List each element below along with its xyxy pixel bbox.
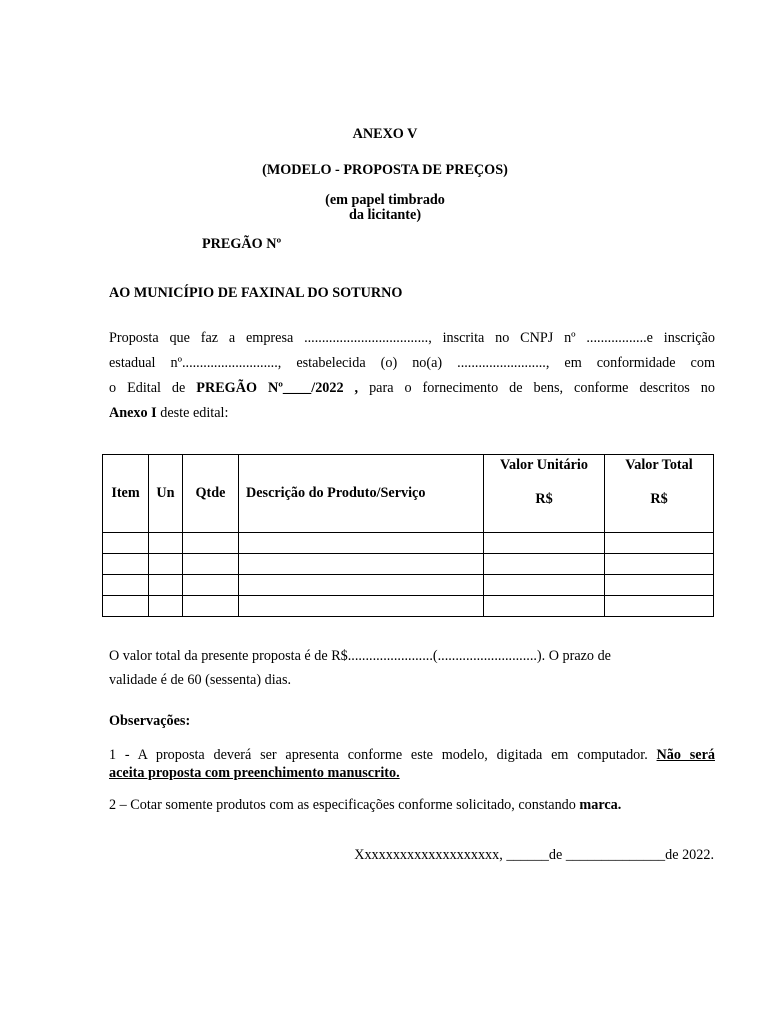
- cell-item: [103, 596, 149, 617]
- cell-description: [239, 554, 484, 575]
- cell-un: [149, 575, 183, 596]
- header-unit-value-label: Valor Unitário: [500, 457, 588, 473]
- cell-un: [149, 596, 183, 617]
- header-unit-value-currency: R$: [535, 491, 553, 507]
- cell-unit-value: [484, 596, 605, 617]
- cell-description: [239, 575, 484, 596]
- header-unit-value: [484, 455, 605, 533]
- cell-qtde: [183, 596, 239, 617]
- letterhead-note-line1: (em papel timbrado: [325, 192, 445, 208]
- observation-1-text: 1 - A proposta deverá ser apresenta conforme este modelo, digitada em computador.: [109, 747, 657, 763]
- intro-line-1: Proposta que faz a empresa ..................................., inscrita no CNPJ nº .................e inscrição: [109, 330, 715, 346]
- cell-item: [103, 575, 149, 596]
- letterhead-note: [0, 193, 770, 223]
- pregao-reference: PREGÃO Nº____/2022 ,: [196, 380, 359, 396]
- header-un: Un: [149, 455, 183, 533]
- cell-un: [149, 554, 183, 575]
- annex-reference: Anexo I: [109, 405, 157, 421]
- table-row: [103, 596, 714, 617]
- intro-line-2: estadual nº..........................., estabelecida (o) no(a) ........................., em conformidade com: [109, 355, 715, 371]
- header-qtde: Qtde: [183, 455, 239, 533]
- header-total-value: [605, 455, 714, 533]
- cell-unit-value: [484, 575, 605, 596]
- cell-total-value: [605, 575, 714, 596]
- observation-2: [109, 797, 621, 814]
- cell-unit-value: [484, 533, 605, 554]
- header-total-value-label: Valor Total: [625, 457, 693, 473]
- cell-total-value: [605, 554, 714, 575]
- observations-title: Observações:: [109, 713, 191, 729]
- observation-2-text: 2 – Cotar somente produtos com as especificações conforme solicitado, constando: [109, 797, 580, 813]
- header-total-value-currency: R$: [650, 491, 668, 507]
- total-value-line-1: O valor total da presente proposta é de R$........................(............................). O prazo de: [109, 648, 611, 664]
- observation-2-emphasis: marca.: [579, 797, 622, 813]
- header-description: Descrição do Produto/Serviço: [239, 455, 484, 533]
- observation-1-emphasis-b: aceita proposta com preenchimento manuscrito.: [109, 765, 400, 781]
- intro-line-4-post: deste edital:: [156, 405, 229, 421]
- total-value-line-2: validade é de 60 (sessenta) dias.: [109, 672, 292, 688]
- cell-qtde: [183, 575, 239, 596]
- recipient: AO MUNICÍPIO DE FAXINAL DO SOTURNO: [109, 285, 403, 301]
- cell-item: [103, 554, 149, 575]
- table-row: [103, 533, 714, 554]
- intro-line-3-pre: o Edital de: [109, 380, 197, 396]
- place-date-line: Xxxxxxxxxxxxxxxxxxxx, ______de ______________de 2022.: [354, 847, 714, 863]
- observation-1-emphasis-a: Não será: [656, 747, 715, 763]
- cell-item: [103, 533, 149, 554]
- cell-description: [239, 533, 484, 554]
- pregao-number: PREGÃO Nº: [202, 236, 282, 252]
- price-table: [102, 454, 714, 617]
- table-row: [103, 575, 714, 596]
- cell-total-value: [605, 533, 714, 554]
- cell-unit-value: [484, 554, 605, 575]
- table-header-row: [103, 455, 714, 533]
- cell-qtde: [183, 554, 239, 575]
- cell-qtde: [183, 533, 239, 554]
- header-item: Item: [103, 455, 149, 533]
- cell-total-value: [605, 596, 714, 617]
- cell-un: [149, 533, 183, 554]
- letterhead-note-line2: da licitante): [348, 207, 422, 223]
- intro-line-3: [109, 380, 715, 397]
- intro-line-4: [109, 405, 228, 422]
- observation-1-line-1: [109, 747, 715, 764]
- table-row: [103, 554, 714, 575]
- model-title: (MODELO - PROPOSTA DE PREÇOS): [262, 162, 508, 178]
- annex-title: ANEXO V: [352, 126, 418, 142]
- intro-line-3-post: para o fornecimento de bens, conforme descritos no: [358, 380, 715, 396]
- cell-description: [239, 596, 484, 617]
